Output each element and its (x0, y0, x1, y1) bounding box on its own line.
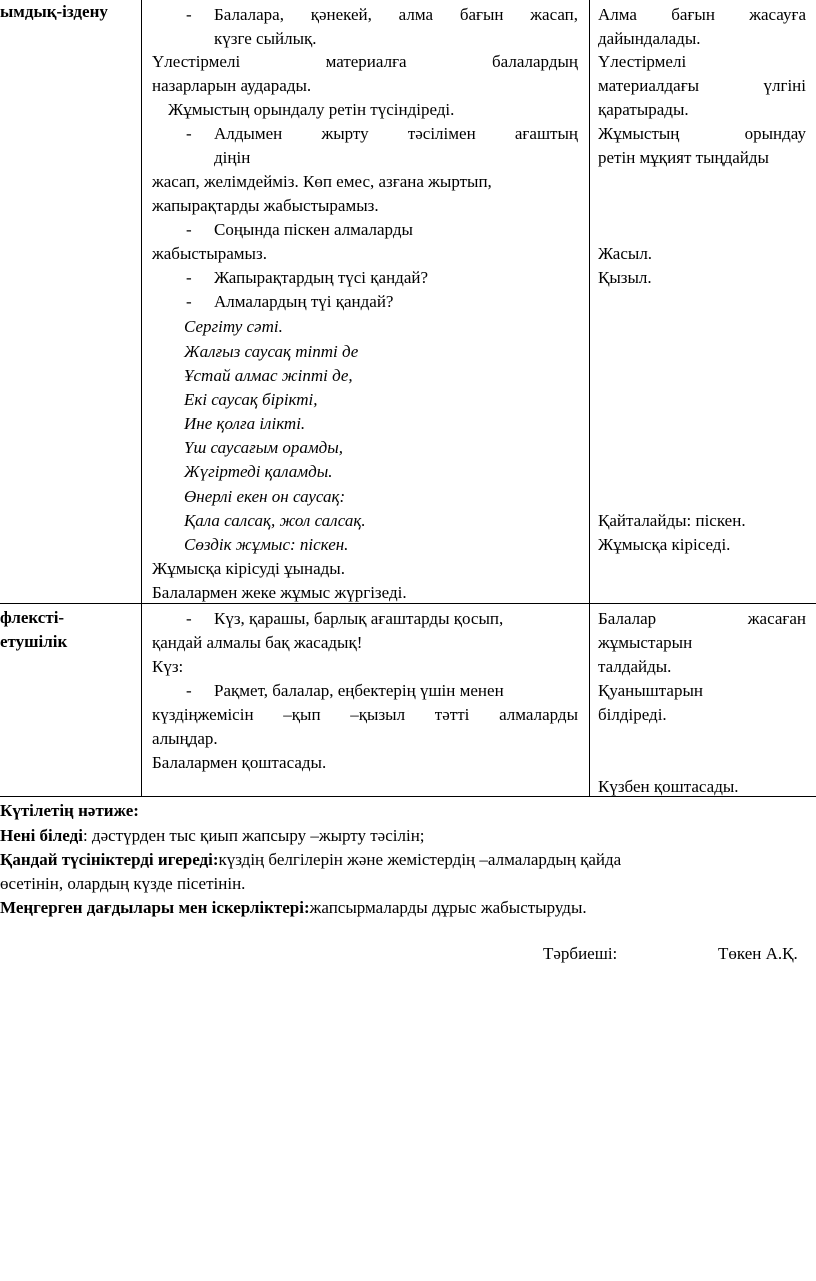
text-line: Күз, қарашы, барлық ағаштарды қосып, (214, 609, 504, 628)
list-dash: - (186, 268, 192, 287)
text-line: талдайды. (598, 657, 672, 676)
result-concepts-text: күздің белгілерін және жемістердің –алмалардың қайда (218, 850, 622, 869)
text-line: Алма бағын жасауға (598, 5, 806, 24)
text-line: дайындалады. (598, 29, 701, 48)
text-line: Жұмыстың орындау (598, 124, 806, 143)
question-line: Алмалардың түі қандай? (214, 292, 394, 311)
text-line: Үлестірмелі (598, 52, 687, 71)
result-concepts-label: Қандай түсініктерді игереді: (0, 850, 219, 869)
poem-line: Жалғыз саусақ тіпті де (184, 342, 359, 361)
text-line: жұмыстарын (598, 633, 693, 652)
signature-name: Төкен А.Қ. (718, 944, 798, 963)
stage-label-row2-line2: етушілік (0, 632, 68, 651)
text-line: Күзбен қоштасады. (598, 777, 739, 796)
poem-line: Сергіту сәті. (184, 317, 283, 336)
result-knows-label: Нені біледі (0, 826, 83, 845)
result-heading: Күтілетің нәтиже: (0, 801, 139, 820)
text-line: қандай алмалы бақ жасадық! (152, 633, 363, 652)
text-line: Соңында піскен алмаларды (214, 220, 413, 239)
answer-line: Қызыл. (598, 268, 652, 287)
list-dash: - (186, 609, 192, 628)
text-line: Балалар жасаған (598, 609, 806, 628)
stage-label-row2-line1: флексті- (0, 608, 65, 627)
text-line: Балалармен қоштасады. (152, 753, 327, 772)
text-line: жасап, желімдейміз. Көп емес, азғана жыртып, (152, 172, 492, 191)
text-line: жапырақтарды жабыстырамыз. (152, 196, 379, 215)
result-skills-label: Меңгерген дағдылары мен іскерліктері: (0, 898, 310, 917)
text-line: күзге сыйлық. (214, 29, 317, 48)
text-line: Күз: (152, 657, 184, 676)
question-line: Жапырақтардың түсі қандай? (214, 268, 429, 287)
stage-label-row1: ымдық-іздену (0, 2, 108, 21)
text-line: Рақмет, балалар, еңбектерің үшін менен (214, 681, 504, 700)
list-dash: - (186, 124, 192, 143)
text-line: білдіреді. (598, 705, 667, 724)
list-dash: - (186, 5, 192, 24)
text-line: Алдымен жырту тәсілімен ағаштың (214, 124, 578, 143)
list-dash: - (186, 292, 192, 311)
poem-line: Өнерлі екен он саусақ: (184, 487, 346, 506)
result-knows-text: : дәстүрден тыс қиып жапсыру –жырту тәсілін; (82, 826, 425, 845)
text-line: діңін (214, 148, 251, 167)
poem-line: Қала салсақ, жол салсақ. (184, 511, 366, 530)
table-divider-col2 (589, 0, 590, 797)
text-line: Жұмыстың орындалу ретін түсіндіреді. (168, 100, 455, 119)
text-line: жабыстырамыз. (152, 244, 267, 263)
text-line: күздіңжемісін –қып –қызыл тәтті алмаларды (152, 705, 578, 724)
poem-line: Ине қолға ілікті. (184, 414, 306, 433)
result-concepts (0, 848, 621, 872)
result-skills (0, 896, 587, 920)
text-line: Жұмысқа кіріседі. (598, 535, 731, 554)
poem-line: Жүгіртеді қаламды. (184, 462, 333, 481)
result-skills-text: жапсырмаларды дұрыс жабыстыруды. (309, 898, 587, 917)
signature-label: Тәрбиеші: (543, 944, 618, 963)
result-knows (0, 824, 425, 848)
answer-line: Жасыл. (598, 244, 653, 263)
result-concepts-continued: өсетінін, олардың күзде пісетінін. (0, 874, 246, 893)
text-line: Жұмысқа кірісуді ұынады. (152, 559, 345, 578)
text-line: Балалара, қәнекей, алма бағын жасап, (214, 5, 578, 24)
text-line: Балалармен жеке жұмыс жүргізеді. (152, 583, 407, 602)
list-dash: - (186, 220, 192, 239)
table-divider-col1 (141, 0, 142, 797)
vocabulary-line: Сөздік жұмыс: піскен. (184, 535, 349, 554)
text-line: алыңдар. (152, 729, 218, 748)
text-line: Қуаныштарын (598, 681, 703, 700)
text-line: материалдағы үлгіні (598, 76, 806, 95)
table-row-divider (0, 603, 816, 604)
list-dash: - (186, 681, 192, 700)
text-line: қаратырады. (598, 100, 689, 119)
text-line: ретін мұқият тыңдайды (598, 148, 769, 167)
poem-line: Үш саусағым орамды, (184, 438, 344, 457)
text-line: назарларын аударады. (152, 76, 312, 95)
poem-line: Ұстай алмас жіпті де, (184, 366, 353, 385)
text-line: Қайталайды: піскен. (598, 511, 746, 530)
text-line: Үлестірмелі материалға балалардың (152, 52, 578, 71)
poem-line: Екі саусақ бірікті, (184, 390, 318, 409)
